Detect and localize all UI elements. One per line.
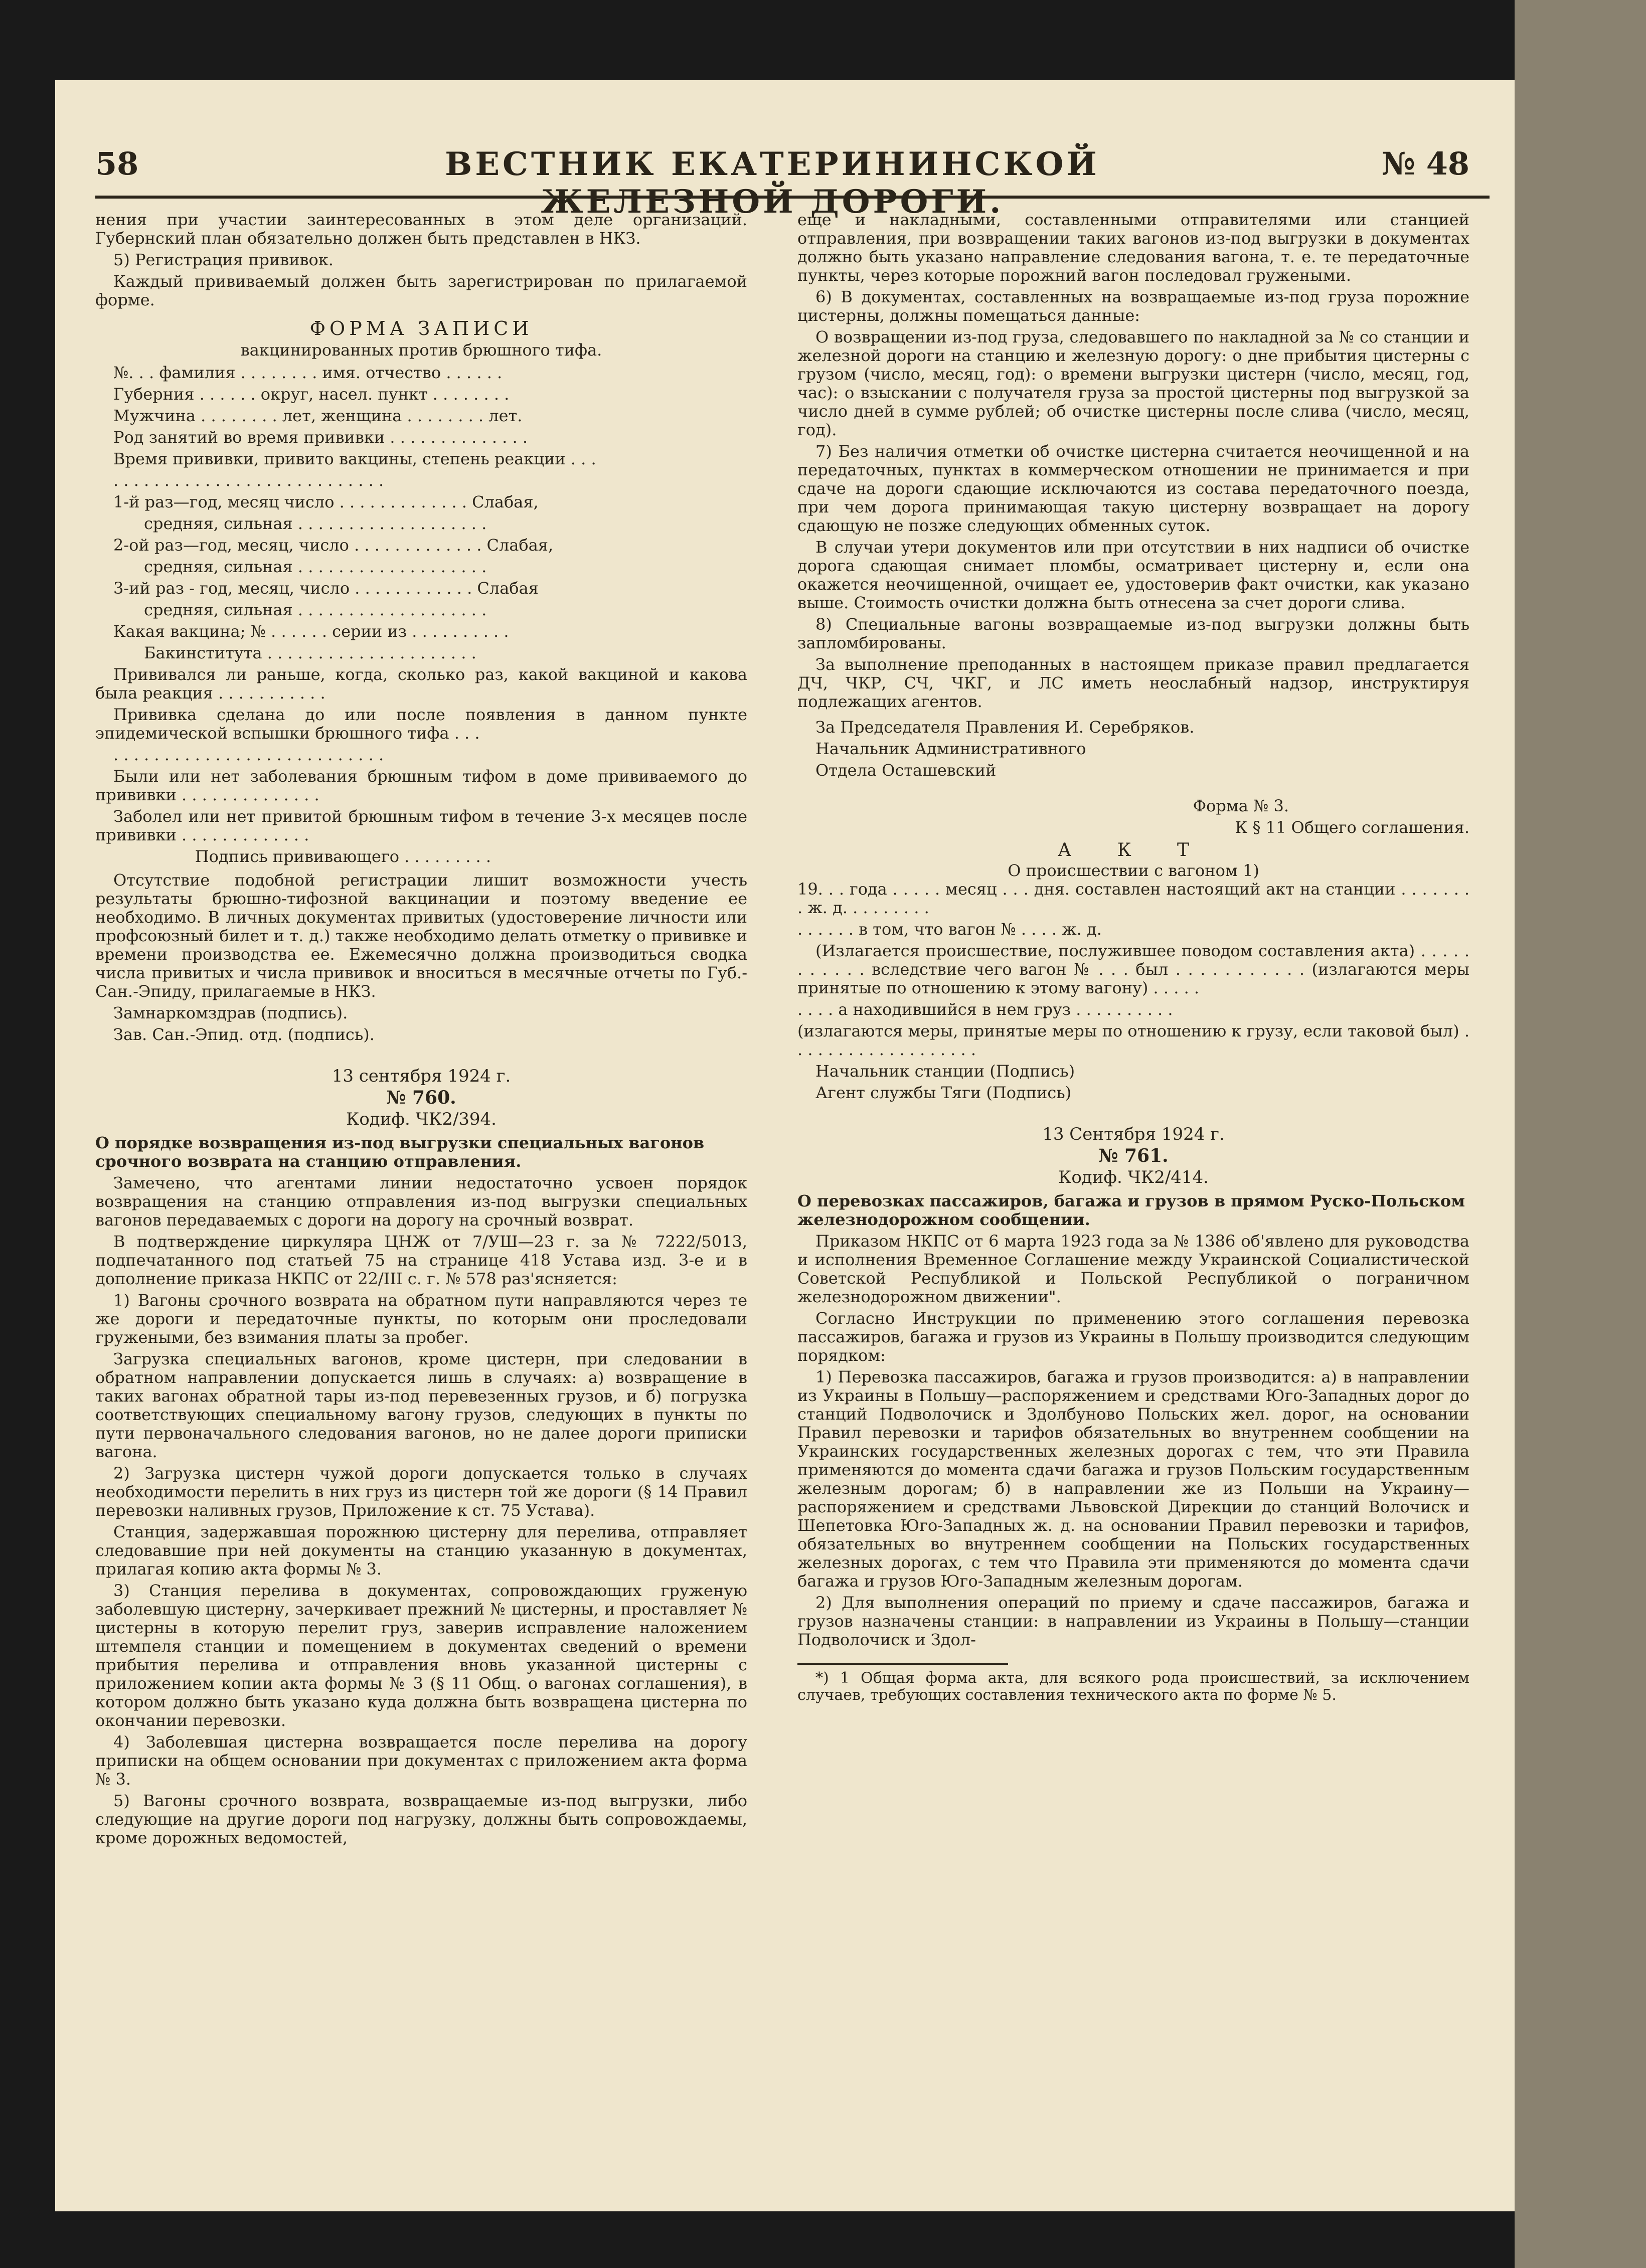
order-number: № 761. bbox=[1098, 1145, 1169, 1166]
order-heading: О перевозках пассажиров, багажа и грузов в прямом Руско-Польском железнодорожном сообщении. bbox=[797, 1191, 1465, 1229]
codification: Кодиф. ЧК2/394. bbox=[346, 1109, 497, 1129]
akt-title: А К Т bbox=[1057, 840, 1210, 860]
codification: Кодиф. ЧК2/414. bbox=[1058, 1167, 1209, 1187]
signature-admin-title: Начальник Административного bbox=[815, 739, 1086, 758]
page-number: 58 bbox=[95, 145, 139, 182]
footnote: *) 1 Общая форма акта, для всякого рода происшествий, за исключением случаев, требующих составления технического акта по форме № 5. bbox=[797, 1669, 1469, 1704]
paragraph: Приказом НКПС от 6 марта 1923 года за № 1386 об'явлено для руководства и исполнения Временное Соглашение между Украинской Социалистической Советской Республикой и Польской Республикой о пограничном железнодорожном движении". bbox=[797, 1232, 1469, 1306]
paragraph: 7) Без наличия отметки об очистке цистерна считается неочищенной и на передаточных, пунктах в коммерческом отношении не принимается и при сдаче на дороги сдающие исключаются из состава передаточного поезда, при чем дорога принимающая такую цистерну возвращает на дорогу сдающую не позже следующих обменных суток. bbox=[797, 442, 1469, 535]
form-line: . . . . . . . . . . . . . . . . . . . . . . . . . . . bbox=[113, 745, 384, 764]
form-line: Подпись прививающего . . . . . . . . . bbox=[113, 847, 491, 866]
item-5: 5) Регистрация прививок. bbox=[113, 250, 334, 269]
paragraph: 2) Загрузка цистерн чужой дороги допускается только в случаях необходимости перелить в них груз из цистерн той же дороги (§ 14 Правил перевозки наливных грузов, Приложение к ст. 75 Устава). bbox=[95, 1464, 747, 1520]
paragraph: Согласно Инструкции по применению этого соглашения перевозка пассажиров, багажа и грузов из Украины в Польшу производится следующим порядком: bbox=[797, 1309, 1469, 1365]
form-line: 2-ой раз—год, месяц, число . . . . . . . . . . . . . Слабая, bbox=[113, 536, 554, 555]
form-line: средняя, сильная . . . . . . . . . . . . . . . . . . . bbox=[113, 514, 487, 533]
paragraph: 1) Вагоны срочного возврата на обратном пути направляются через те же дороги и передаточные пункты, по которым они проследовали гружеными, без взимания платы за пробег. bbox=[95, 1291, 747, 1347]
newspaper-title: ВЕСТНИК ЕКАТЕРИНИНСКОЙ ЖЕЛЕЗНОЙ ДОРОГИ. bbox=[445, 145, 1100, 221]
akt-signature-agent: Агент службы Тяги (Подпись) bbox=[815, 1083, 1072, 1102]
akt-line: . . . . а находившийся в нем груз . . . . . . . . . . bbox=[797, 1000, 1173, 1019]
form-line: Какая вакцина; № . . . . . . серии из . . . . . . . . . . bbox=[113, 622, 509, 641]
form-3-label: Форма № 3. bbox=[1193, 796, 1289, 815]
registration-paragraph: Отсутствие подобной регистрации лишит возможности учесть результаты брюшно-тифозной вакцинации и поэтому введение ее необходимо. В личных документах привитых (удостоверение личности или профсоюзный билет и т. д.) также необходимо делать отметку о прививке и времени производства ее. Ежемесячно должна производиться сводка числа привитых и числа прививок и вноситься в месячные отчеты по Губ.-Сан.-Эпиду, прилагаемые в НКЗ. bbox=[95, 870, 747, 1001]
footnote-rule bbox=[797, 1663, 1008, 1665]
newspaper-page bbox=[55, 80, 1570, 2211]
paragraph: 3) Станция перелива в документах, сопровождающих груженую заболевшую цистерну, зачеркивает прежний № цистерны, и проставляет № цистерны в которую перелит груз, заверив исправление наложением штемпеля станции и помещением в документах сведений о времени прибытия перелива и отправления вновь указанной цистерны с приложением копии акта формы № 3 (§ 11 Общ. о вагонах соглашения), в котором должно быть указано куда должна быть возвращена цистерна по окончании перевозки. bbox=[95, 1581, 747, 1730]
akt-line: (Излагается происшествие, послужившее поводом составления акта) . . . . . . . . . . . вследствие чего вагон № . . . был . . . . . . . . . . . (излагаются меры принятые по отношению к этому вагону) . . . . . bbox=[797, 941, 1469, 997]
right-column bbox=[797, 211, 1469, 1707]
akt-signature-station: Начальник станции (Подпись) bbox=[815, 1062, 1075, 1081]
akt-line: . . . . . . в том, что вагон № . . . . ж. д. bbox=[797, 920, 1102, 939]
paragraph: За выполнение преподанных в настоящем приказе правил предлагается ДЧ, ЧКР, СЧ, ЧКГ, и ЛС иметь неослабный надзор, инструктируя подлежащих агентов. bbox=[797, 655, 1469, 711]
paragraph: В случаи утери документов или при отсутствии в них надписи об очистке дорога сдающая снимает пломбы, осматривает цистерну и, если она окажется неочищенной, очищает ее, удостоверив факт очистки, как указано выше. Стоимость очистки должна быть отнесена за счет дороги слива. bbox=[797, 538, 1469, 612]
form-line: . . . . . . . . . . . . . . . . . . . . . . . . . . . bbox=[113, 471, 384, 490]
agreement-ref: К § 11 Общего соглашения. bbox=[1235, 818, 1469, 837]
form-line: средняя, сильная . . . . . . . . . . . . . . . . . . . bbox=[113, 557, 487, 576]
paragraph: 5) Вагоны срочного возврата, возвращаемые из-под выгрузки, либо следующие на другие дороги под нагрузку, должны быть сопровождаемы, кроме дорожных ведомостей, bbox=[95, 1791, 747, 1847]
paragraph: 8) Специальные вагоны возвращаемые из-под выгрузки должны быть запломбированы. bbox=[797, 615, 1469, 652]
signature-deputy: Замнаркомздрав (подпись). bbox=[113, 1003, 348, 1022]
order-date: 13 сентября 1924 г. bbox=[332, 1066, 511, 1086]
form-line: 1-й раз—год, месяц число . . . . . . . . . . . . . Слабая, bbox=[113, 492, 539, 511]
form-line: №. . . фамилия . . . . . . . . имя. отчество . . . . . . bbox=[113, 363, 503, 382]
paragraph: 6) В документах, составленных на возвращаемые из-под груза порожние цистерны, должны помещаться данные: bbox=[797, 287, 1469, 325]
paragraph: Загрузка специальных вагонов, кроме цистерн, при следовании в обратном направлении допускается лишь в случаях: а) возвращение в таких вагонах обратной тары из-под перевезенных грузов, и б) погрузка соответствующих специальному вагону грузов, следующих в пункты по пути первоначального следования вагонов, но не далее дороги приписки вагона. bbox=[95, 1349, 747, 1461]
signature-admin-name: Отдела Осташевский bbox=[815, 761, 997, 780]
paragraph: 4) Заболевшая цистерна возвращается после перелива на дорогу приписки на общем основании при документах с приложением акта форма № 3. bbox=[95, 1732, 747, 1789]
paragraph: 1) Перевозка пассажиров, багажа и грузов производится: а) в направлении из Украины в Польшу—распоряжением и средствами Юго-Западных дорог до станций Подволочиск и Здолбуново Польских жел. дорог, на основании Правил перевозки и тарифов обязательных во внутреннем сообщении на Украинских государственных железных дорогах с тем, что эти Правила применяются до момента сдачи багажа и грузов Польским государственным железным дорогам; б) в направлении же из Польши на Украину—распоряжением и средствами Львовской Дирекции до станций Волочиск и Шепетовка Юго-Западных ж. д. на основании Правил перевозки и тарифов, обязательных во внутреннем сообщении на Польских государственных железных дорогах, с тем что Правила эти применяются до момента сдачи багажа и грузов Юго-Западным железным дорогам. bbox=[797, 1367, 1469, 1591]
item-5-text: Каждый прививаемый должен быть зарегистрирован по прилагаемой форме. bbox=[95, 272, 747, 309]
order-heading: О порядке возвращения из-под выгрузки специальных вагонов срочного возврата на станцию отправления. bbox=[95, 1133, 705, 1171]
page-header bbox=[95, 135, 1490, 221]
form-line: Мужчина . . . . . . . . лет, женщина . . . . . . . . лет. bbox=[113, 406, 523, 425]
adjacent-page-edge bbox=[1515, 0, 1646, 2268]
form-line: Были или нет заболевания брюшным тифом в доме прививаемого до прививки . . . . . . . . . . . . . . bbox=[95, 767, 753, 804]
order-number: № 760. bbox=[386, 1087, 456, 1108]
form-line: средняя, сильная . . . . . . . . . . . . . . . . . . . bbox=[113, 600, 487, 619]
form-line: Бакинститута . . . . . . . . . . . . . . . . . . . . . bbox=[113, 643, 476, 662]
paragraph: Замечено, что агентами линии недостаточно усвоен порядок возвращения на станцию отправления из-под выгрузки специальных вагонов передаваемых с дороги на дорогу на срочный возврат. bbox=[95, 1173, 747, 1230]
paragraph: 2) Для выполнения операций по приему и сдаче пассажиров, багажа и грузов назначены станции: в направлении из Украины в Польшу—станции Подволочиск и Здол- bbox=[797, 1593, 1469, 1649]
form-line: Прививался ли раньше, когда, сколько раз, какой вакциной и какова была реакция . . . . . . . . . . . bbox=[95, 665, 753, 703]
form-lines bbox=[95, 363, 753, 866]
form-line: 3-ий раз - год, месяц, число . . . . . . . . . . . . Слабая bbox=[113, 579, 539, 598]
akt-line: (излагаются меры, принятые меры по отношению к грузу, если таковой был) . . . . . . . . . . . . . . . . . . . bbox=[797, 1021, 1469, 1059]
form-line: Время прививки, привито вакцины, степень реакции . . . bbox=[113, 449, 596, 468]
signature-head: Зав. Сан.-Эпид. отд. (подпись). bbox=[113, 1025, 375, 1044]
akt-line: 19. . . года . . . . . месяц . . . дня. составлен настоящий акт на станции . . . . . . . . ж. д. . . . . . . . . bbox=[797, 880, 1469, 917]
order-date: 13 Сентября 1924 г. bbox=[1042, 1124, 1225, 1144]
form-line: Заболел или нет привитой брюшным тифом в течение 3-х месяцев после прививки . . . . . . . . . . . . . bbox=[95, 807, 753, 844]
paragraph: Станция, задержавшая порожнюю цистерну для перелива, отправляет следовавшие при ней документы на станцию указанную в документах, прилагая копию акта формы № 3. bbox=[95, 1522, 747, 1579]
form-line: Род занятий во время прививки . . . . . . . . . . . . . . bbox=[113, 428, 528, 447]
form-subtitle: вакцинированных против брюшного тифа. bbox=[240, 340, 602, 360]
issue-number: № 48 bbox=[1381, 145, 1469, 182]
left-column bbox=[95, 210, 753, 1850]
paragraph: О возвращении из-под груза, следовавшего по накладной за № со станции и железной дороги на станцию и железную дорогу: о дне прибытия цистерны с грузом (число, месяц, год): о времени выгрузки цистерн (число, месяц, год, час): о взыскании с получателя груза за простой цистерны под выгрузкой за число дней в сумме рублей; об очистке цистерны после слива (число, месяц, год). bbox=[797, 327, 1469, 439]
intro-text: нения при участии заинтересованных в этом деле организаций. Губернский план обязательно должен быть представлен в НКЗ. bbox=[95, 210, 747, 248]
signature-chairman: За Председателя Правления И. Серебряков. bbox=[815, 718, 1195, 737]
form-title: ФОРМА ЗАПИСИ bbox=[309, 317, 533, 339]
form-line: Губерния . . . . . . округ, насел. пункт . . . . . . . . bbox=[113, 385, 510, 404]
akt-subtitle: О происшествии с вагоном 1) bbox=[1008, 861, 1259, 880]
paragraph: еще и накладными, составленными отправителями или станцией отправления, при возвращении таких вагонов из-под выгрузки в документах должно быть указано направление следования вагона, т. е. те передаточные пункты, через которые порожний вагон последовал гружеными. bbox=[797, 210, 1469, 285]
paragraph: В подтверждение циркуляра ЦНЖ от 7/УШ—23 г. за № 7222/5013, подпечатанного под статьей 75 на странице 418 Устава изд. 3-е и в дополнение приказа НКПС от 22/III с. г. № 578 раз'ясняется: bbox=[95, 1232, 747, 1288]
form-line: Прививка сделана до или после появления в данном пункте эпидемической вспышки брюшного тифа . . . bbox=[95, 705, 753, 743]
